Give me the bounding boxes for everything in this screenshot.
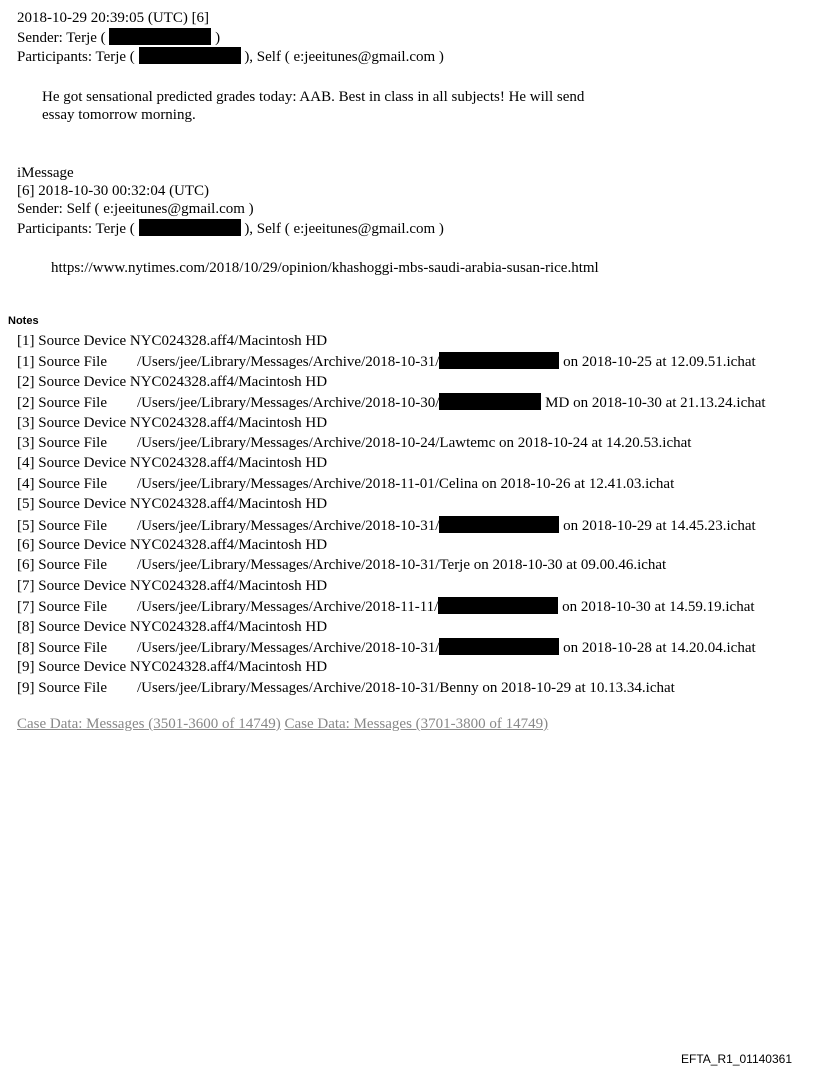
pagination-links: [17, 716, 548, 733]
participants-suffix: ), Self ( e:jeeitunes@gmail.com ): [244, 49, 444, 65]
notes-row-value: /Users/jee/Library/Messages/Archive/2018-11-01/Celina on 2018-10-26 at 12.41.03.ichat: [137, 475, 675, 492]
notes-row: [17, 638, 756, 657]
notes-row: [17, 454, 327, 472]
notes-row-value: NYC024328.aff4/Macintosh HD: [129, 414, 328, 431]
notes-row-label: [9] Source File: [17, 679, 107, 696]
notes-row-suffix: on 2018-10-25 at 12.09.51.ichat: [563, 354, 756, 371]
notes-row-label: [8] Source Device: [17, 618, 127, 635]
next-page-link[interactable]: Case Data: Messages (3701-3800 of 14749): [284, 716, 549, 732]
notes-row-label: [5] Source File: [17, 517, 107, 534]
notes-row-suffix: on 2018-10-28 at 14.20.04.ichat: [563, 640, 756, 656]
notes-row-value: NYC024328.aff4/Macintosh HD: [129, 659, 328, 676]
notes-row-label: [7] Source File: [17, 599, 107, 616]
notes-row-label: [4] Source Device: [17, 455, 127, 472]
notes-row: [17, 414, 327, 432]
message-1-body-line-2: essay tomorrow morning.: [42, 107, 196, 123]
redaction-box: [139, 219, 241, 236]
notes-row-value: NYC024328.aff4/Macintosh HD: [129, 373, 328, 390]
notes-row-label: [2] Source Device: [17, 373, 127, 390]
message-1-header: 2018-10-29 20:39:05 (UTC) [6]: [17, 10, 210, 26]
notes-row: [17, 658, 327, 676]
notes-row-label: [3] Source Device: [17, 414, 127, 431]
notes-row-value: /Users/jee/Library/Messages/Archive/2018-10-31/: [137, 517, 440, 534]
notes-row-value: /Users/jee/Library/Messages/Archive/2018-10-31/: [137, 640, 440, 656]
notes-row: [17, 597, 755, 616]
message-2-service: iMessage: [17, 165, 74, 181]
sender-prefix: Sender: Terje (: [17, 30, 106, 46]
notes-row-label: [2] Source File: [17, 395, 107, 412]
notes-row-label: [6] Source File: [17, 557, 107, 574]
participants-prefix: Participants: Terje (: [17, 221, 135, 237]
notes-row-value: /Users/jee/Library/Messages/Archive/2018-10-31/: [137, 354, 440, 371]
notes-row-value: /Users/jee/Library/Messages/Archive/2018-10-31/Benny on 2018-10-29 at 10.13.34.ichat: [137, 679, 675, 696]
message-2-sender: Sender: Self ( e:jeeitunes@gmail.com ): [17, 201, 254, 217]
redaction-box: [439, 638, 559, 655]
participants-prefix: Participants: Terje (: [17, 49, 135, 65]
notes-row-label: [6] Source Device: [17, 537, 127, 553]
notes-row: [17, 373, 327, 391]
notes-row-value: NYC024328.aff4/Macintosh HD: [129, 618, 328, 635]
redaction-box: [439, 393, 541, 410]
notes-row-value: NYC024328.aff4/Macintosh HD: [129, 577, 328, 594]
notes-row: [17, 577, 327, 595]
message-2-header: [6] 2018-10-30 00:32:04 (UTC): [17, 183, 210, 199]
notes-row-value: NYC024328.aff4/Macintosh HD: [129, 537, 328, 553]
notes-row: [17, 495, 327, 513]
notes-row: [17, 332, 327, 350]
notes-row-label: [1] Source File: [17, 354, 107, 371]
notes-row: [17, 516, 756, 535]
notes-row: [17, 556, 666, 574]
redaction-box: [439, 516, 559, 533]
notes-row: [17, 679, 675, 697]
redaction-box: [439, 352, 559, 369]
notes-row: [17, 434, 691, 452]
notes-row-value: /Users/jee/Library/Messages/Archive/2018-10-31/Terje on 2018-10-30 at 09.00.46.ichat: [137, 557, 667, 574]
redaction-box: [139, 47, 241, 64]
message-2-body: https://www.nytimes.com/2018/10/29/opinion/khashoggi-mbs-saudi-arabia-susan-rice.html: [51, 260, 599, 276]
notes-row: [17, 352, 756, 371]
notes-row-value: NYC024328.aff4/Macintosh HD: [129, 333, 328, 349]
notes-row-value: /Users/jee/Library/Messages/Archive/2018-10-24/Lawtemc on 2018-10-24 at 14.20.53.ichat: [137, 435, 692, 451]
notes-row: [17, 536, 327, 554]
notes-row-label: [9] Source Device: [17, 659, 127, 676]
notes-row-label: [1] Source Device: [17, 333, 127, 349]
notes-row-suffix: on 2018-10-29 at 14.45.23.ichat: [563, 517, 756, 534]
notes-row-label: [4] Source File: [17, 475, 107, 492]
notes-row-value: NYC024328.aff4/Macintosh HD: [129, 455, 328, 472]
redaction-box: [438, 597, 558, 614]
message-1-sender: [17, 28, 220, 47]
notes-row-value: /Users/jee/Library/Messages/Archive/2018-10-30/: [137, 395, 440, 412]
notes-row-suffix: on 2018-10-30 at 14.59.19.ichat: [562, 599, 755, 616]
notes-row-label: [7] Source Device: [17, 577, 127, 594]
prev-page-link[interactable]: Case Data: Messages (3501-3600 of 14749): [17, 716, 281, 732]
sender-suffix: ): [215, 30, 221, 46]
notes-row-suffix: MD on 2018-10-30 at 21.13.24.ichat: [545, 395, 766, 412]
document-id: EFTA_R1_01140361: [681, 1052, 792, 1066]
notes-row-label: [3] Source File: [17, 435, 107, 451]
notes-row-value: NYC024328.aff4/Macintosh HD: [129, 496, 328, 513]
notes-row-label: [8] Source File: [17, 640, 107, 656]
notes-row-value: /Users/jee/Library/Messages/Archive/2018-11-11/: [137, 599, 439, 616]
message-1-participants: [17, 47, 444, 66]
notes-row: [17, 393, 766, 412]
notes-title: Notes: [8, 315, 39, 327]
notes-row: [17, 618, 327, 636]
notes-row-label: [5] Source Device: [17, 496, 127, 513]
message-2-participants: [17, 219, 444, 238]
message-1-body-line-1: He got sensational predicted grades today: AAB. Best in class in all subjects! He will send: [42, 89, 585, 105]
redaction-box: [109, 28, 211, 45]
notes-row: [17, 475, 674, 493]
participants-suffix: ), Self ( e:jeeitunes@gmail.com ): [244, 221, 444, 237]
